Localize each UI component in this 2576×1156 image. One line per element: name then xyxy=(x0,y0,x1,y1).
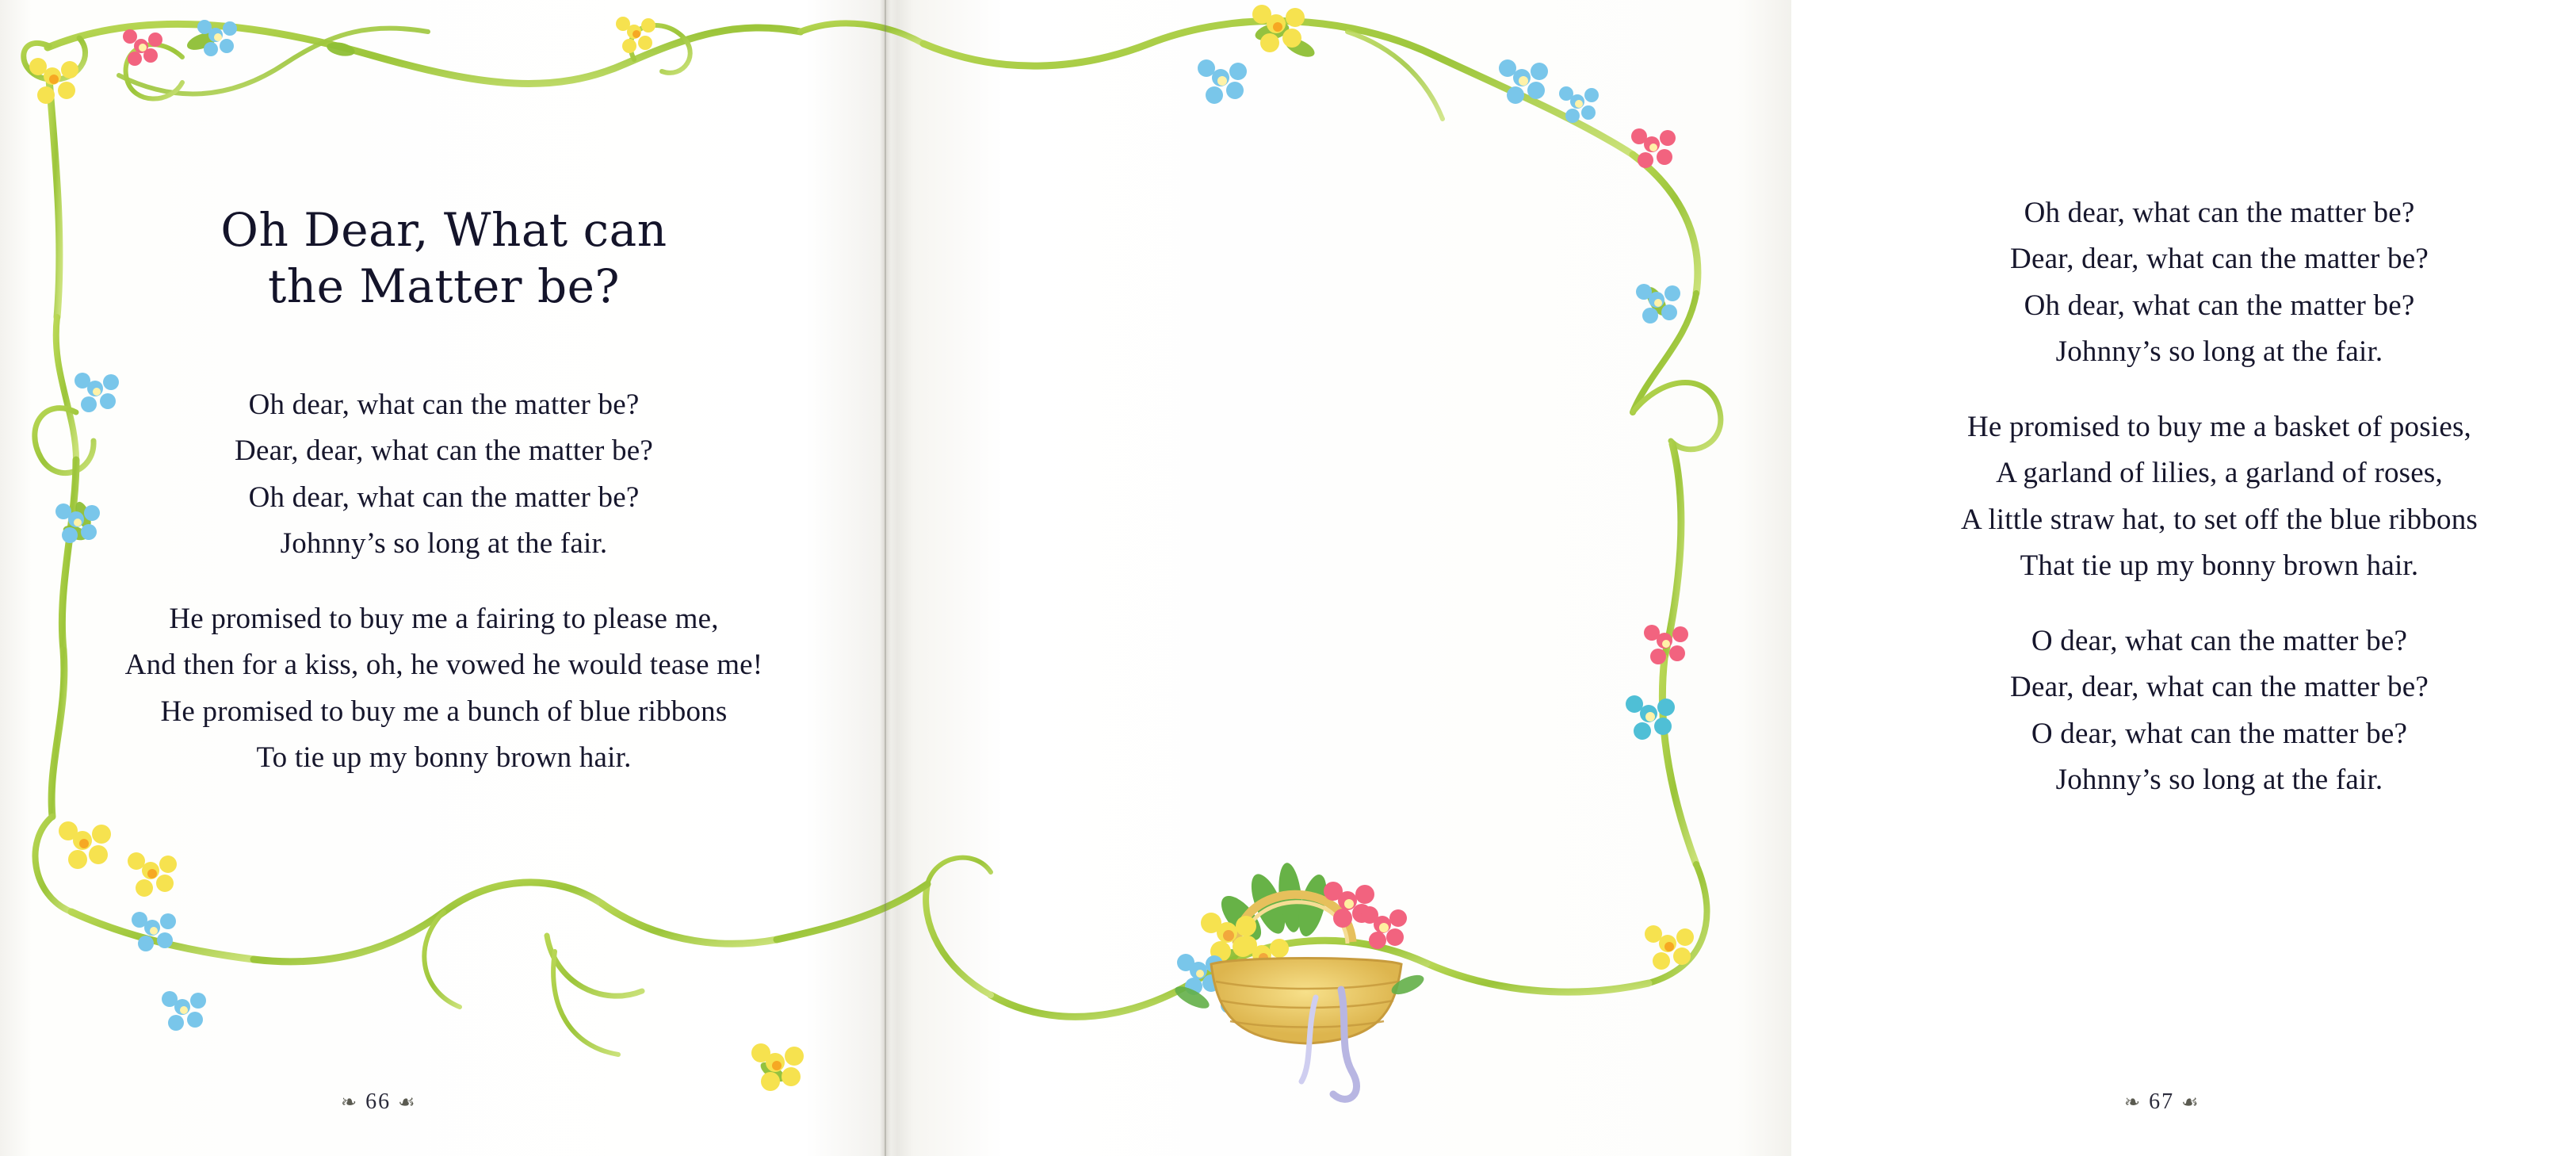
poem-line: Oh dear, what can the matter be? xyxy=(2024,289,2415,322)
title-line-2: the Matter be? xyxy=(267,258,621,313)
poem-line: Oh dear, what can the matter be? xyxy=(248,480,640,514)
page-number-right xyxy=(2124,1089,2200,1115)
folio-ornament-right-icon: ☙ xyxy=(2181,1093,2200,1113)
poem-line: He promised to buy me a basket of posies, xyxy=(1966,410,2472,443)
poem-line: That tie up my bonny brown hair. xyxy=(2020,549,2419,583)
folio-number: 67 xyxy=(2149,1089,2175,1114)
folio-number: 66 xyxy=(365,1089,392,1114)
poem-line: O dear, what can the matter be? xyxy=(2031,717,2408,750)
stanza xyxy=(1863,404,2576,590)
title-line-1: Oh Dear, What can xyxy=(220,203,667,257)
folio-ornament-left-icon: ❧ xyxy=(2124,1093,2142,1113)
right-page xyxy=(888,0,2478,1156)
left-poem-body xyxy=(103,382,785,782)
folio-ornament-left-icon: ❧ xyxy=(341,1093,359,1113)
right-poem-body xyxy=(1863,190,2576,803)
stanza xyxy=(103,596,785,782)
poem-line: He promised to buy me a bunch of blue ribbons xyxy=(160,695,728,728)
poem-line: He promised to buy me a fairing to please me, xyxy=(169,602,719,635)
poem-line: Johnny’s so long at the fair. xyxy=(2055,335,2383,369)
poem-line: To tie up my bonny brown hair. xyxy=(256,741,632,775)
stanza xyxy=(1863,618,2576,804)
folio-ornament-right-icon: ☙ xyxy=(398,1093,417,1113)
poem-line: Johnny’s so long at the fair. xyxy=(2055,763,2383,796)
stanza xyxy=(1863,190,2576,376)
poem-line: Dear, dear, what can the matter be? xyxy=(235,434,653,468)
page-number-left xyxy=(341,1089,417,1115)
poem-line: Oh dear, what can the matter be? xyxy=(2024,197,2415,229)
poem-line: Dear, dear, what can the matter be? xyxy=(2010,243,2429,276)
left-page xyxy=(0,0,888,1156)
poem-line: Oh dear, what can the matter be? xyxy=(248,389,640,421)
poem-line: Johnny’s so long at the fair. xyxy=(280,527,608,561)
poem-line: O dear, what can the matter be? xyxy=(2031,624,2408,657)
stanza xyxy=(103,382,785,568)
poem-line: And then for a kiss, oh, he vowed he would tease me! xyxy=(124,649,763,682)
poem-line: A garland of lilies, a garland of roses, xyxy=(1996,457,2443,490)
poem-line: A little straw hat, to set off the blue ribbons xyxy=(1960,503,2478,536)
poem-line: Dear, dear, what can the matter be? xyxy=(2010,671,2429,704)
page-title xyxy=(143,202,745,315)
